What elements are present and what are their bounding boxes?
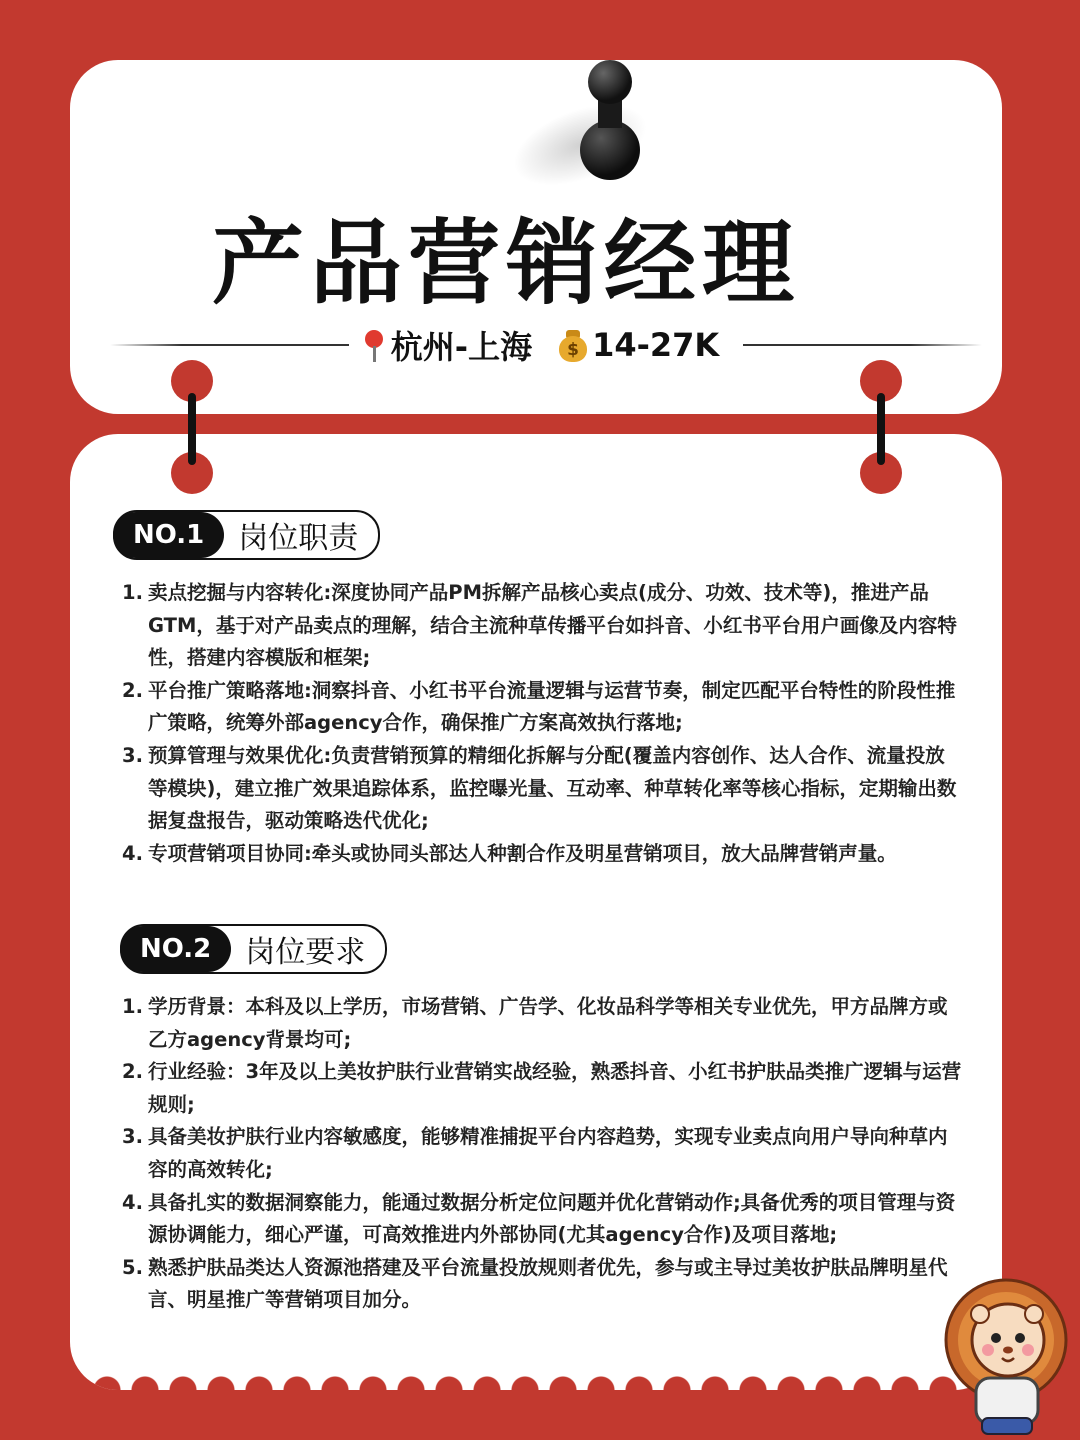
binder-ring-icon (188, 434, 196, 465)
scalloped-edge (70, 1376, 1002, 1390)
list-item: 1. 卖点挖掘与内容转化:深度协同产品PM拆解产品核心卖点(成分、功效、技术等)，推进产品GTM，基于对产品卖点的理解，结合主流种草传播平台如抖音、小红书平台用户画像及内容特性，搭建内容模版和框架; (122, 581, 957, 670)
money-bag-icon: $ (558, 328, 588, 362)
list-item: 2. 行业经验：3年及以上美妆护肤行业营销实战经验，熟悉抖音、小红书护肤品类推广逻辑与运营规则; (122, 1060, 962, 1116)
list-item: 5. 熟悉护肤品类达人资源池搭建及平台流量投放规则者优先，参与或主导过美妆护肤品牌明星代言、明星推广等营销项目加分。 (122, 1255, 948, 1312)
section-label: 岗位职责 (238, 521, 359, 556)
binder-ring-icon (877, 434, 885, 465)
section-number: NO.2 (120, 926, 231, 972)
list-item: 3. 具备美妆护肤行业内容敏感度，能够精准捕捉平台内容趋势，实现专业卖点向用户导向种草内容的高效转化; (122, 1125, 948, 1181)
divider-left (110, 344, 349, 346)
list-item: 1. 学历背景：本科及以上学历，市场营销、广告学、化妆品科学等相关专业优先，甲方品牌方或乙方agency背景均可; (122, 995, 948, 1051)
list-item: 4. 专项营销项目协同:牵头或协同头部达人种割合作及明星营销项目，放大品牌营销声量。 (122, 841, 897, 865)
requirements-list (122, 991, 962, 1317)
section-tag-responsibilities (113, 510, 380, 560)
section-tag-requirements (120, 924, 387, 974)
list-item: 3. 预算管理与效果优化:负责营销预算的精细化拆解与分配(覆盖内容创作、达人合作、流量投放等模块)，建立推广效果追踪体系，监控曝光量、互动率、种草转化率等核心指标，定期输出数据复盘报告，驱动策略迭代优化; (122, 743, 957, 833)
salary-text: 14-27K (592, 326, 720, 364)
divider-right (743, 344, 982, 346)
section-number: NO.1 (113, 512, 224, 558)
salary-info (558, 326, 719, 364)
round-pushpin-icon (363, 328, 385, 362)
job-meta (110, 322, 982, 368)
section-label: 岗位要求 (245, 935, 366, 970)
list-item: 2. 平台推广策略落地:洞察抖音、小红书平台流量逻辑与运营节奏，制定匹配平台特性的阶段性推广策略，统筹外部agency合作，确保推广方案高效执行落地; (122, 678, 956, 735)
responsibilities-list (122, 577, 962, 870)
location-text: 杭州-上海 (390, 328, 533, 366)
location-info (363, 322, 532, 368)
page-title: 产品营销经理 (211, 210, 800, 317)
list-item: 4. 具备扎实的数据洞察能力，能通过数据分析定位问题并优化营销动作;具备优秀的项目管理与资源协调能力，细心严谨，可高效推进内外部协同(尤其agency合作)及项目落地; (122, 1190, 956, 1247)
lion-mascot-icon (936, 1278, 1072, 1440)
header-card (70, 60, 1002, 414)
content-card (70, 434, 1002, 1390)
